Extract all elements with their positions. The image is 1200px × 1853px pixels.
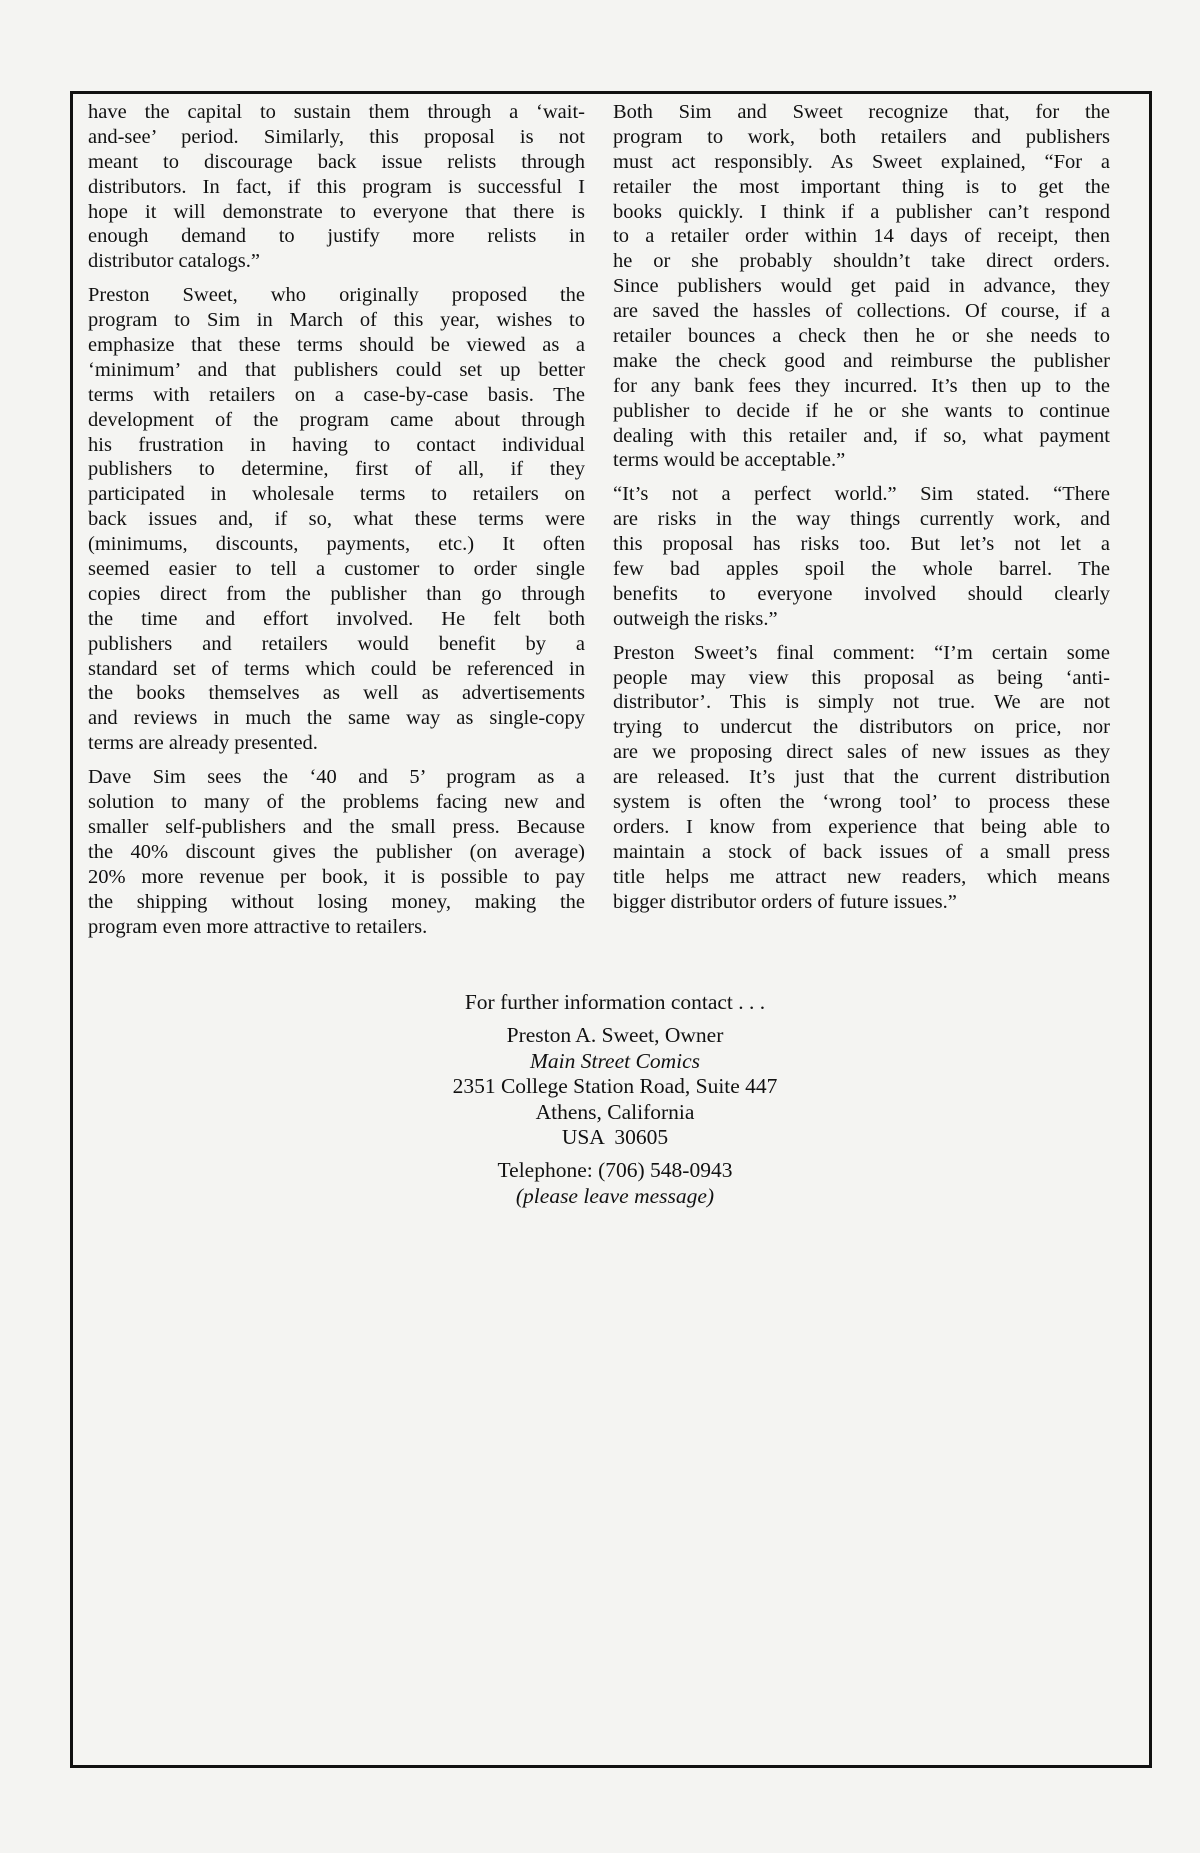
text-line: his frustration in having to contact individual — [88, 433, 585, 456]
text-line: standard set of terms which could be referenced in — [88, 657, 585, 680]
text-line: “It’s not a perfect world.” Sim stated. “There — [613, 483, 1110, 506]
text-line: Since publishers would get paid in advance, they — [613, 275, 1110, 298]
text-line: back issues and, if so, what these terms were — [88, 508, 585, 531]
paragraph — [613, 641, 1110, 915]
text-line: to a retailer order within 14 days of receipt, then — [613, 225, 1110, 248]
text-line: 20% more revenue per book, it is possible to pay — [88, 865, 585, 888]
text-line: distributor catalogs.” — [88, 250, 260, 273]
text-line: are we proposing direct sales of new issues as they — [613, 741, 1110, 764]
text-line: trying to undercut the distributors on price, nor — [613, 716, 1110, 739]
text-line: hope it will demonstrate to everyone that there is — [88, 200, 585, 223]
contact-company: Main Street Comics — [530, 1048, 700, 1073]
text-line: the time and effort involved. He felt both — [88, 607, 585, 630]
text-line: make the check good and reimburse the publisher — [613, 349, 1110, 372]
text-line: dealing with this retailer and, if so, what payment — [613, 424, 1110, 447]
text-line: terms are already presented. — [88, 732, 318, 755]
contact-country-zip: USA 30605 — [561, 1125, 669, 1150]
text-line: publishers to determine, first of all, if they — [88, 458, 585, 481]
paragraph — [613, 100, 1110, 473]
text-line: the shipping without losing money, making the — [88, 890, 585, 913]
text-line: smaller self-publishers and the small press. Because — [88, 815, 585, 838]
text-line: emphasize that these terms should be viewed as a — [88, 334, 585, 357]
left-column — [88, 100, 585, 948]
text-line: and-see’ period. Similarly, this proposal is not — [88, 125, 585, 148]
contact-telephone: Telephone: (706) 548-0943 — [497, 1158, 733, 1183]
text-line: have the capital to sustain them through a ‘wait- — [88, 101, 585, 123]
text-line: program even more attractive to retailers. — [88, 915, 428, 938]
text-line: enough demand to justify more relists in — [88, 225, 585, 248]
text-line: must act responsibly. As Sweet explained, “For a — [613, 150, 1110, 173]
text-line: outweigh the risks.” — [613, 607, 778, 630]
text-line: the 40% discount gives the publisher (on average) — [88, 840, 585, 863]
text-line: distributor’. This is simply not true. We are not — [613, 691, 1110, 714]
text-line: distributors. In fact, if this program is successful I — [88, 175, 585, 198]
text-line: he or she probably shouldn’t take direct orders. — [613, 250, 1110, 273]
text-line: meant to discourage back issue relists through — [88, 150, 585, 173]
text-line: are risks in the way things currently work, and — [613, 508, 1110, 531]
text-line: program to work, both retailers and publishers — [613, 125, 1110, 148]
paragraph — [88, 100, 585, 274]
text-line: (minimums, discounts, payments, etc.) It often — [88, 533, 585, 556]
text-line: benefits to everyone involved should clearly — [613, 582, 1110, 605]
text-line: system is often the ‘wrong tool’ to process these — [613, 791, 1110, 814]
text-line: Dave Sim sees the ‘40 and 5’ program as a — [88, 766, 585, 789]
text-line: Both Sim and Sweet recognize that, for the — [613, 101, 1110, 123]
text-line: for any bank fees they incurred. It’s then up to the — [613, 374, 1110, 397]
text-line: publishers and retailers would benefit by a — [88, 632, 585, 655]
right-column — [613, 100, 1110, 924]
text-line: this proposal has risks too. But let’s not let a — [613, 533, 1110, 556]
text-line: ‘minimum’ and that publishers could set up better — [88, 358, 585, 381]
contact-heading: For further information contact . . . — [464, 990, 766, 1014]
text-line: publisher to decide if he or she wants to continue — [613, 399, 1110, 422]
text-line: orders. I know from experience that being able to — [613, 815, 1110, 838]
text-line: retailer bounces a check then he or she needs to — [613, 325, 1110, 348]
text-line: Preston Sweet, who originally proposed the — [88, 284, 585, 307]
contact-address: 2351 College Station Road, Suite 447 — [452, 1074, 778, 1099]
paragraph — [613, 482, 1110, 631]
text-line: bigger distributor orders of future issues.” — [613, 890, 957, 913]
text-line: copies direct from the publisher than go through — [88, 582, 585, 605]
text-line: Preston Sweet’s final comment: “I’m certain some — [613, 641, 1110, 664]
text-line: retailer the most important thing is to get the — [613, 175, 1110, 198]
text-line: and reviews in much the same way as single-copy — [88, 707, 585, 730]
text-line: development of the program came about through — [88, 408, 585, 431]
text-line: solution to many of the problems facing new and — [88, 791, 585, 814]
contact-city: Athens, California — [535, 1099, 695, 1124]
paragraph — [88, 765, 585, 939]
text-line: are saved the hassles of collections. Of course, if a — [613, 300, 1110, 323]
text-line: books quickly. I think if a publisher can’t respond — [613, 200, 1110, 223]
paragraph — [88, 283, 585, 756]
text-line: seemed easier to tell a customer to order single — [88, 558, 585, 581]
text-line: title helps me attract new readers, which means — [613, 865, 1110, 888]
text-line: participated in wholesale terms to retailers on — [88, 483, 585, 506]
contact-note: (please leave message) — [515, 1183, 715, 1208]
text-line: terms would be acceptable.” — [613, 449, 846, 472]
contact-block — [315, 990, 915, 1209]
text-line: the books themselves as well as advertisements — [88, 682, 585, 705]
text-line: people may view this proposal as being ‘anti- — [613, 666, 1110, 689]
text-line: maintain a stock of back issues of a small press — [613, 840, 1110, 863]
text-line: are released. It’s just that the current distribution — [613, 766, 1110, 789]
contact-name: Preston A. Sweet, Owner — [506, 1023, 724, 1048]
text-line: few bad apples spoil the whole barrel. The — [613, 558, 1110, 581]
text-line: terms with retailers on a case-by-case basis. The — [88, 383, 585, 406]
text-line: program to Sim in March of this year, wishes to — [88, 309, 585, 332]
